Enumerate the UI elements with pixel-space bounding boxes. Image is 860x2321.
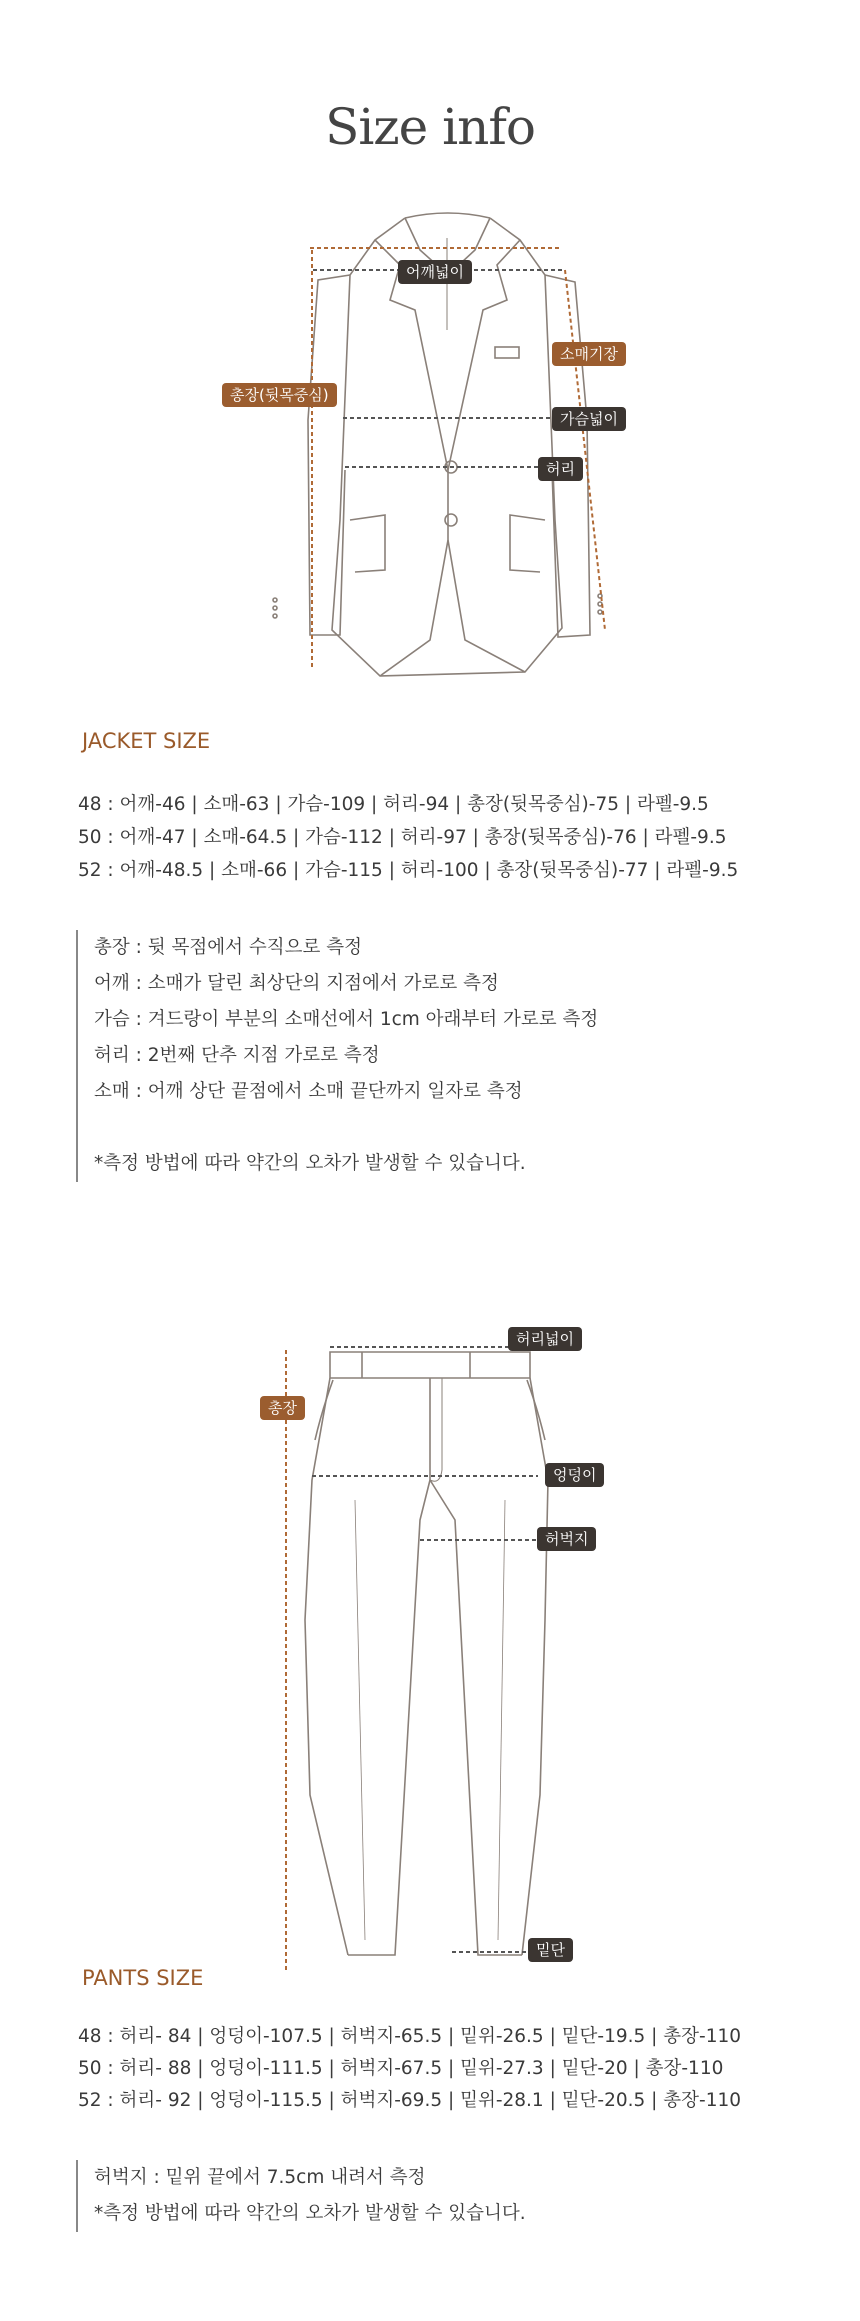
note-sleeve: 소매 : 어깨 상단 끝점에서 소매 끝단까지 일자로 측정 bbox=[94, 1081, 523, 1102]
jacket-illustration bbox=[0, 0, 860, 720]
jacket-size-48: 48 : 어깨-46 | 소매-63 | 가슴-109 | 허리-94 | 총장(뒷목중심)-75 | 라펠-9.5 bbox=[78, 794, 709, 815]
pants-size-title: PANTS SIZE bbox=[82, 1966, 204, 1990]
jacket-length-label: 총장(뒷목중심) bbox=[222, 383, 337, 407]
jacket-size-title: JACKET SIZE bbox=[82, 729, 211, 753]
jacket-measure-notes bbox=[76, 930, 598, 1182]
note-length: 총장 : 뒷 목점에서 수직으로 측정 bbox=[94, 937, 362, 958]
note-thigh: 허벅지 : 밑위 끝에서 7.5cm 내려서 측정 bbox=[94, 2167, 426, 2188]
jacket-shoulder-label: 어깨넓이 bbox=[398, 260, 472, 284]
pants-length-label: 총장 bbox=[260, 1396, 305, 1420]
jacket-sleeve-label: 소매기장 bbox=[552, 342, 626, 366]
note-chest: 가슴 : 겨드랑이 부분의 소매선에서 1cm 아래부터 가로로 측정 bbox=[94, 1009, 599, 1030]
pants-waist-label: 허리넓이 bbox=[508, 1327, 582, 1351]
pants-hip-label: 엉덩이 bbox=[545, 1463, 604, 1487]
pants-illustration bbox=[0, 1320, 860, 1960]
pants-size-52: 52 : 허리- 92 | 엉덩이-115.5 | 허벅지-69.5 | 밑위-28.1 | 밑단-20.5 | 총장-110 bbox=[78, 2090, 742, 2111]
pants-size-50: 50 : 허리- 88 | 엉덩이-111.5 | 허벅지-67.5 | 밑위-27.3 | 밑단-20 | 총장-110 bbox=[78, 2058, 724, 2079]
note-shoulder: 어깨 : 소매가 달린 최상단의 지점에서 가로로 측정 bbox=[94, 973, 499, 994]
pants-disclaimer: *측정 방법에 따라 약간의 오차가 발생할 수 있습니다. bbox=[94, 2203, 526, 2224]
jacket-size-50: 50 : 어깨-47 | 소매-64.5 | 가슴-112 | 허리-97 | 총장(뒷목중심)-76 | 라펠-9.5 bbox=[78, 827, 727, 848]
page-title: Size info bbox=[325, 98, 535, 156]
pants-hem-label: 밑단 bbox=[528, 1938, 573, 1962]
jacket-waist-label: 허리 bbox=[538, 457, 583, 481]
jacket-disclaimer: *측정 방법에 따라 약간의 오차가 발생할 수 있습니다. bbox=[94, 1153, 526, 1174]
jacket-size-52: 52 : 어깨-48.5 | 소매-66 | 가슴-115 | 허리-100 | 총장(뒷목중심)-77 | 라펠-9.5 bbox=[78, 860, 739, 881]
pants-thigh-label: 허벅지 bbox=[537, 1527, 596, 1551]
pants-size-48: 48 : 허리- 84 | 엉덩이-107.5 | 허벅지-65.5 | 밑위-26.5 | 밑단-19.5 | 총장-110 bbox=[78, 2026, 742, 2047]
jacket-chest-label: 가슴넓이 bbox=[552, 407, 626, 431]
note-waist: 허리 : 2번째 단추 지점 가로로 측정 bbox=[94, 1045, 380, 1066]
pants-measure-notes bbox=[76, 2160, 526, 2232]
